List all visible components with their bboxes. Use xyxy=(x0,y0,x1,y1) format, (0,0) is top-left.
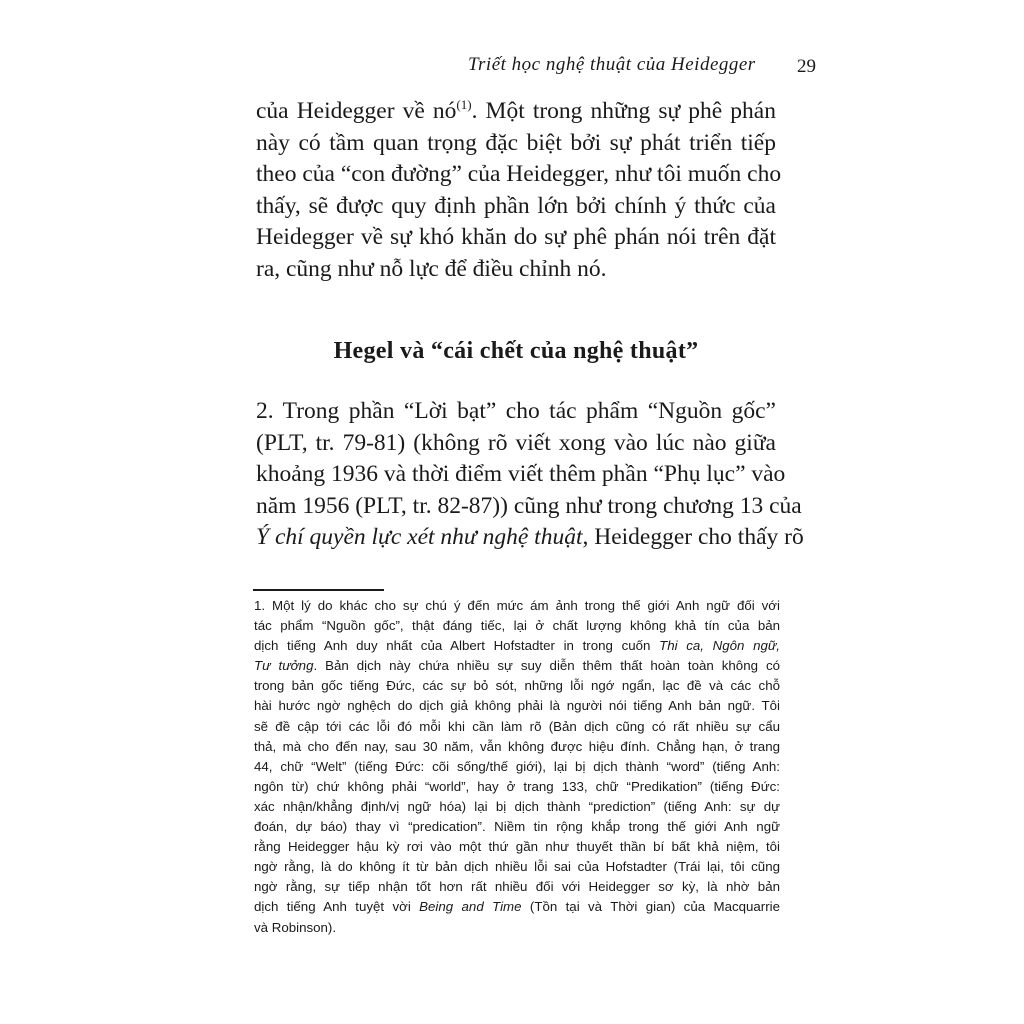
footnote-line: rằng Heidegger hậu kỳ rơi vào một thứ gần như thuyết thần bí bất khả niệm, tôi xyxy=(254,839,780,855)
text-line: Heidegger về sự khó khăn do sự phê phán nói trên đặt xyxy=(256,224,776,250)
footnote-line: ngờ rằng, là do không ít từ bản dịch nhiều lỗi sai của Hofstadter (Trái lại, tôi cũng xyxy=(254,859,780,875)
footnote-line: dịch tiếng Anh duy nhất của Albert Hofstadter in trong cuốn Thi ca, Ngôn ngữ, xyxy=(254,638,780,654)
footnote-line: xác nhận/khẳng định/vị ngữ hóa) lại bị dịch thành “prediction” (tiếng Anh: sự dự xyxy=(254,798,780,814)
book-title: Being and Time xyxy=(419,899,522,915)
footnote-line: ngôn từ) chứ không phải “world”, hay ở trang 133, chữ “Predikation” (tiếng Đức: xyxy=(254,778,780,794)
text-line: theo của “con đường” của Heidegger, như tôi muốn cho xyxy=(256,161,782,187)
footnote-separator xyxy=(253,589,384,591)
footnote-reference[interactable]: (1) xyxy=(456,97,472,113)
footnote-line: dịch tiếng Anh tuyệt vời Being and Time (Tồn tại và Thời gian) của Macquarrie xyxy=(254,899,781,915)
footnote-line: tác phẩm “Nguồn gốc”, thật đáng tiếc, lại ở chất lượng không khả tín của bản xyxy=(254,618,780,634)
text-line: Ý chí quyền lực xét như nghệ thuật, Heidegger cho thấy rõ xyxy=(256,524,804,550)
footnote xyxy=(254,596,780,938)
footnote-line: Tư tưởng. Bản dịch này chứa nhiều sự suy diễn thêm thất hoàn toàn không có xyxy=(254,658,780,674)
text-line: 2. Trong phần “Lời bạt” cho tác phẩm “Nguồn gốc” xyxy=(256,398,776,424)
book-title: Tư tưởng xyxy=(254,658,314,674)
footnote-line: 44, chữ “Welt” (tiếng Đức: cõi sống/thế giới), lại bị dịch thành “word” (tiếng Anh: xyxy=(254,758,780,774)
book-title: Ý chí quyền lực xét như nghệ thuật xyxy=(256,524,583,550)
footnote-line: đoán, dự báo) thay vì “predication”. Niềm tin rộng khắp trong thế giới Anh ngữ xyxy=(254,819,780,835)
text-line: này có tầm quan trọng đặc biệt bởi sự phát triển tiếp xyxy=(256,129,776,156)
book-title: Thi ca, Ngôn ngữ, xyxy=(659,638,780,654)
footnote-line: thả, mà cho đến nay, sau 30 năm, vẫn không được hiệu đính. Chẳng hạn, ở trang xyxy=(254,738,780,754)
text-line: ra, cũng như nỗ lực để điều chỉnh nó. xyxy=(256,255,607,282)
footnote-line: 1. Một lý do khác cho sự chú ý đến mức ám ảnh trong thế giới Anh ngữ đối với xyxy=(254,598,780,613)
text-line: của Heidegger về nó$^{(1)}$. Một trong những sự phê phán xyxy=(256,97,776,124)
footnote-line: sẽ đề cập tới các lỗi đó mỗi khi cần làm rõ (Bản dịch cũng có rất nhiều sự cẩu xyxy=(254,718,780,734)
page-number: 29 xyxy=(797,56,816,77)
running-head-title: Triết học nghệ thuật của Heidegger xyxy=(468,54,756,75)
footnote-line: ngờ rằng, sự tiếp nhận tốt hơn rất nhiều đối với Heidegger sơ kỳ, là nhờ bản xyxy=(254,879,780,895)
text-line: năm 1956 (PLT, tr. 82-87)) cũng như trong chương 13 của xyxy=(256,492,802,519)
text-line: (PLT, tr. 79-81) (không rõ viết xong vào lúc nào giữa xyxy=(256,429,776,456)
body-paragraph-2 xyxy=(256,396,804,554)
section-heading: Hegel và “cái chết của nghệ thuật” xyxy=(333,338,699,364)
footnote-line: và Robinson). xyxy=(254,919,337,935)
footnote-line: trong bản gốc tiếng Đức, các sự bỏ sót, những lỗi ngớ ngẩn, lạc đề và các chỗ xyxy=(254,678,780,694)
text-line: thấy, sẽ được quy định phần lớn bởi chính ý thức của xyxy=(256,192,776,219)
text-line: khoảng 1936 và thời điểm viết thêm phần “Phụ lục” vào xyxy=(256,461,786,487)
body-paragraph-1 xyxy=(256,96,782,285)
footnote-line: hài hước ngờ nghệch do dịch giả không phải là người nói tiếng Anh bản ngữ. Tôi xyxy=(254,698,780,714)
